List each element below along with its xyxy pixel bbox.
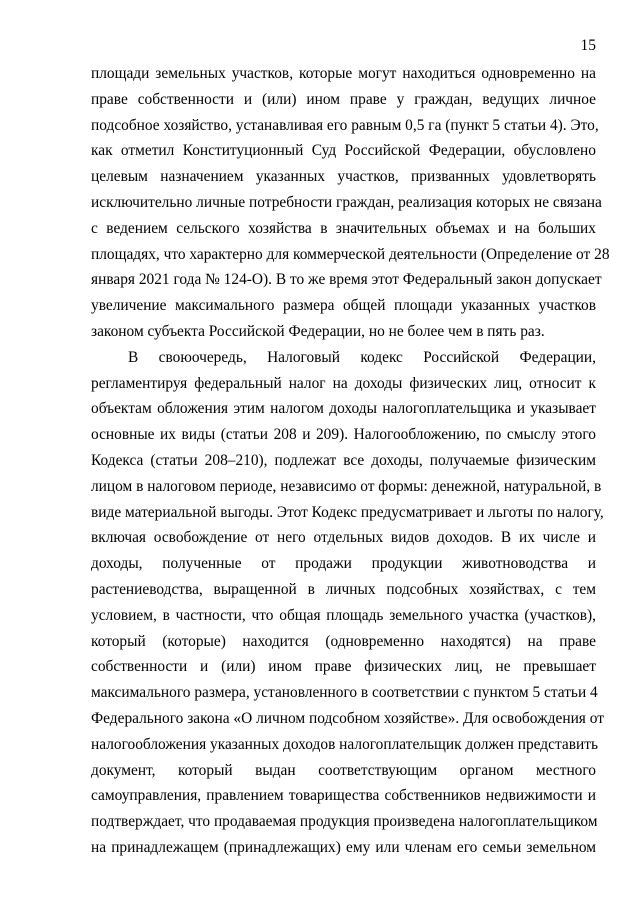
text-line: лицом в налоговом периоде, независимо от формы: денежной, натуральной, в [91, 477, 602, 495]
text-line: Кодекса (статьи 208–210), подлежат все доходы, получаемые физическим [91, 451, 596, 469]
text-line: как отметил Конституционный Суд Российской Федерации, обусловлено [91, 142, 596, 160]
text-line: целевым назначением указанных участков, призванных удовлетворять [91, 168, 596, 186]
text-line: растениеводства, выращенной в личных подсобных хозяйствах, с тем [91, 580, 596, 598]
text-line: на принадлежащем (принадлежащих) ему или членам его семьи земельном [91, 838, 596, 856]
text-line: исключительно личные потребности граждан, реализация которых не связана [91, 193, 602, 211]
text-line: площади земельных участков, которые могут находиться одновременно на [91, 65, 596, 82]
text-line: подсобное хозяйство, устанавливая его равным 0,5 га (пункт 5 статьи 4). Это, [91, 116, 599, 134]
text-line: объектам обложения этим налогом доходы налогоплательщика и указывает [91, 400, 596, 418]
text-line: налогообложения указанных доходов налогоплательщик должен представить [91, 735, 598, 753]
text-line: января 2021 года № 124-О). В то же время этот Федеральный закон допускает [91, 271, 602, 289]
text-line: виде материальной выгоды. Этот Кодекс предусматривает и льготы по налогу, [91, 503, 604, 521]
text-line: документ, который выдан соответствующим органом местного [91, 761, 596, 779]
text-line: доходы, полученные от продажи продукции животноводства и [91, 555, 596, 573]
text-line: самоуправления, правлением товарищества собственников недвижимости и [91, 787, 596, 805]
text-line: регламентируя федеральный налог на доходы физических лиц, относит к [91, 374, 596, 392]
text-line: подтверждает, что продаваемая продукция произведена налогоплательщиком [91, 813, 598, 831]
text-line: площадях, что характерно для коммерческой деятельности (Определение от 28 [91, 245, 610, 263]
text-line: основные их виды (статьи 208 и 209). Налогообложению, по смыслу этого [91, 426, 596, 444]
paragraph-2 [91, 345, 604, 861]
text-line: с ведением сельского хозяйства в значительных объемах и на больших [91, 219, 596, 237]
text-line: законом субъекта Российской Федерации, но не более чем в пять раз. [91, 322, 545, 340]
text-line: включая освобождение от него отдельных видов доходов. В их числе и [91, 529, 596, 547]
text-line: максимального размера, установленного в соответствии с пунктом 5 статьи 4 [91, 684, 598, 702]
text-line: В своюочередь, Налоговый кодекс Российской Федерации, [128, 348, 596, 366]
text-line: Федерального закона «О личном подсобном хозяйстве». Для освобождения от [91, 709, 604, 727]
text-line: увеличение максимального размера общей площади указанных участков [91, 297, 596, 315]
paragraph-1 [91, 61, 610, 345]
text-line: условием, в частности, что общая площадь земельного участка (участков), [91, 606, 596, 624]
text-line: который (которые) находится (одновременно находятся) на праве [91, 632, 596, 650]
document-body [91, 61, 610, 861]
text-line: праве собственности и (или) ином праве у граждан, ведущих личное [91, 90, 596, 108]
text-line: собственности и (или) ином праве физических лиц, не превышает [91, 658, 596, 676]
page-number: 15 [580, 37, 596, 54]
